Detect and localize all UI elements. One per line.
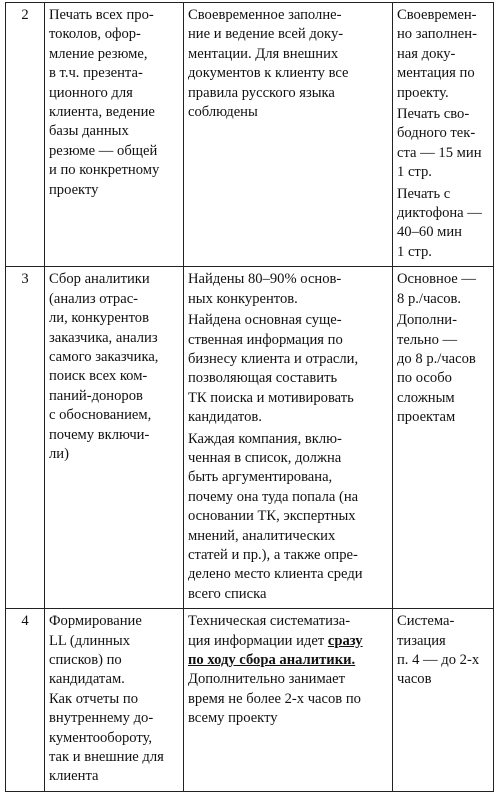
- text-line: с обоснованием,: [49, 407, 152, 424]
- text-line: Формирование: [49, 613, 142, 630]
- stage-cell: [45, 267, 184, 609]
- text-line: кандидатов.: [188, 409, 262, 426]
- text-line: Дополни-: [397, 312, 457, 329]
- text-line: п. 4 — до 2-х: [397, 652, 480, 668]
- emphasis-text: по ходу сбора аналитики.: [188, 652, 356, 668]
- table-row: [6, 609, 494, 792]
- row-number: 4: [6, 609, 45, 792]
- text-line: ли, конкурентов: [49, 310, 149, 327]
- row-number: 3: [6, 267, 45, 609]
- text-line: всему проекту: [188, 710, 278, 727]
- paragraph: [397, 105, 490, 183]
- text-line: делено место клиента среди: [188, 566, 363, 583]
- text-line: соблюдены: [188, 104, 258, 121]
- row-number: 2: [6, 3, 45, 267]
- text-line: почему она туда попала (на: [188, 488, 359, 505]
- text-line: правила русского языка: [188, 84, 335, 101]
- text-line: 1 стр.: [397, 164, 432, 181]
- text-line: Система-: [397, 613, 455, 630]
- text-line: ных конкурентов.: [188, 290, 298, 307]
- text-line: ТК поиска и мотивировать: [188, 389, 354, 406]
- text-line: ная доку-: [397, 45, 456, 62]
- text-line: основании ТК, экспертных: [188, 508, 356, 525]
- text-line: резюме — общей: [49, 142, 158, 159]
- text-fragment: ция информации идет: [188, 632, 328, 649]
- text-line: статей и пр.), а также опре-: [188, 546, 358, 563]
- stage-cell: [45, 3, 184, 267]
- text-line: тельно —: [397, 331, 458, 348]
- time-cell: [393, 267, 494, 609]
- text-line: ние и ведение всей доку-: [188, 26, 344, 43]
- text-line: кандидатам.: [49, 671, 125, 688]
- text-line: Печать всех про-: [49, 7, 154, 23]
- paragraph: [397, 270, 490, 309]
- text-line: диктофона —: [397, 205, 482, 222]
- text-line: Сбор аналитики: [49, 271, 150, 288]
- text-line: Печать с: [397, 185, 451, 202]
- text-line: Своевременное заполне-: [188, 7, 342, 23]
- emphasis-text: сразу: [327, 632, 363, 649]
- text-line: Техническая систематиза-: [188, 613, 351, 630]
- paragraph: [397, 6, 490, 103]
- text-line: ли): [49, 445, 69, 462]
- text-line: позволяющая составить: [188, 370, 338, 387]
- table-row: [6, 267, 494, 609]
- text-line: Печать сво-: [397, 106, 470, 123]
- paragraph: [397, 311, 490, 427]
- text-line: ста — 15 мин: [397, 144, 482, 161]
- text-line: ционного для: [49, 84, 133, 101]
- text-line: ментация по: [397, 65, 475, 82]
- text-line: клиента: [49, 768, 99, 785]
- time-cell: [393, 609, 494, 792]
- text-line: списков) по: [49, 652, 122, 668]
- time-cell: [393, 3, 494, 267]
- text-line: [188, 632, 389, 651]
- text-line: Каждая компания, вклю-: [188, 430, 342, 447]
- text-line: бизнесу клиента и отрасли,: [188, 350, 359, 367]
- text-line: почему включи-: [49, 426, 150, 443]
- text-line: LL (длинных: [49, 632, 131, 649]
- text-line: документов к клиенту все: [188, 65, 349, 82]
- process-table: [5, 2, 494, 792]
- text-line: часов: [397, 671, 432, 688]
- text-line: Найдена основная суще-: [188, 312, 342, 329]
- text-line: проекту: [49, 181, 99, 198]
- text-line: паний-доноров: [49, 387, 143, 404]
- text-line: быть аргументирована,: [188, 469, 333, 486]
- paragraph: [188, 270, 389, 309]
- text-line: проектам: [397, 409, 456, 426]
- paragraph: [188, 6, 389, 122]
- text-line: Основное —: [397, 271, 477, 288]
- text-line: (анализ отрас-: [49, 290, 139, 307]
- text-line: базы данных: [49, 123, 129, 140]
- text-line: Дополнительно занимает: [188, 671, 345, 688]
- text-line: тизация: [397, 632, 446, 649]
- text-line: так и внешние для: [49, 749, 164, 766]
- paragraph: [188, 311, 389, 427]
- text-line: в т.ч. презента-: [49, 65, 143, 82]
- text-line: клиента, ведение: [49, 104, 155, 121]
- text-line: и по конкретному: [49, 162, 160, 179]
- text-line: по особо: [397, 370, 452, 387]
- text-line: токолов, офор-: [49, 26, 141, 43]
- text-line: самого заказчика,: [49, 348, 159, 365]
- result-cell: [184, 267, 393, 609]
- text-line: но заполнен-: [397, 26, 477, 43]
- text-line: ментации. Для внешних: [188, 45, 339, 62]
- result-cell: [184, 3, 393, 267]
- text-line: 8 р./часов.: [397, 290, 462, 307]
- text-line: сложным: [397, 389, 455, 406]
- result-cell: [184, 609, 393, 792]
- text-line: мнений, аналитических: [188, 527, 336, 544]
- text-line: поиск всех ком-: [49, 368, 148, 385]
- text-line: мление резюме,: [49, 45, 148, 62]
- text-line: время не более 2-х часов по: [188, 690, 361, 707]
- text-line: Найдены 80–90% основ-: [188, 271, 342, 288]
- table-row: [6, 3, 494, 267]
- text-line: бодного тек-: [397, 125, 476, 142]
- text-line: заказчика, анализ: [49, 329, 158, 346]
- text-line: проекту.: [397, 84, 449, 101]
- text-line: до 8 р./часов: [397, 350, 476, 367]
- text-line: Как отчеты по: [49, 690, 138, 707]
- text-line: ченная в список, должна: [188, 449, 342, 466]
- text-line: всего списка: [188, 585, 267, 602]
- stage-cell: [45, 609, 184, 792]
- paragraph: [188, 430, 389, 605]
- text-line: 40–60 мин: [397, 224, 462, 241]
- text-line: кументообороту,: [49, 729, 153, 746]
- text-line: 1 стр.: [397, 243, 432, 260]
- text-line: внутреннему до-: [49, 710, 154, 727]
- paragraph: [397, 185, 490, 263]
- text-line: Своевремен-: [397, 7, 477, 23]
- text-line: ственная информация по: [188, 331, 343, 348]
